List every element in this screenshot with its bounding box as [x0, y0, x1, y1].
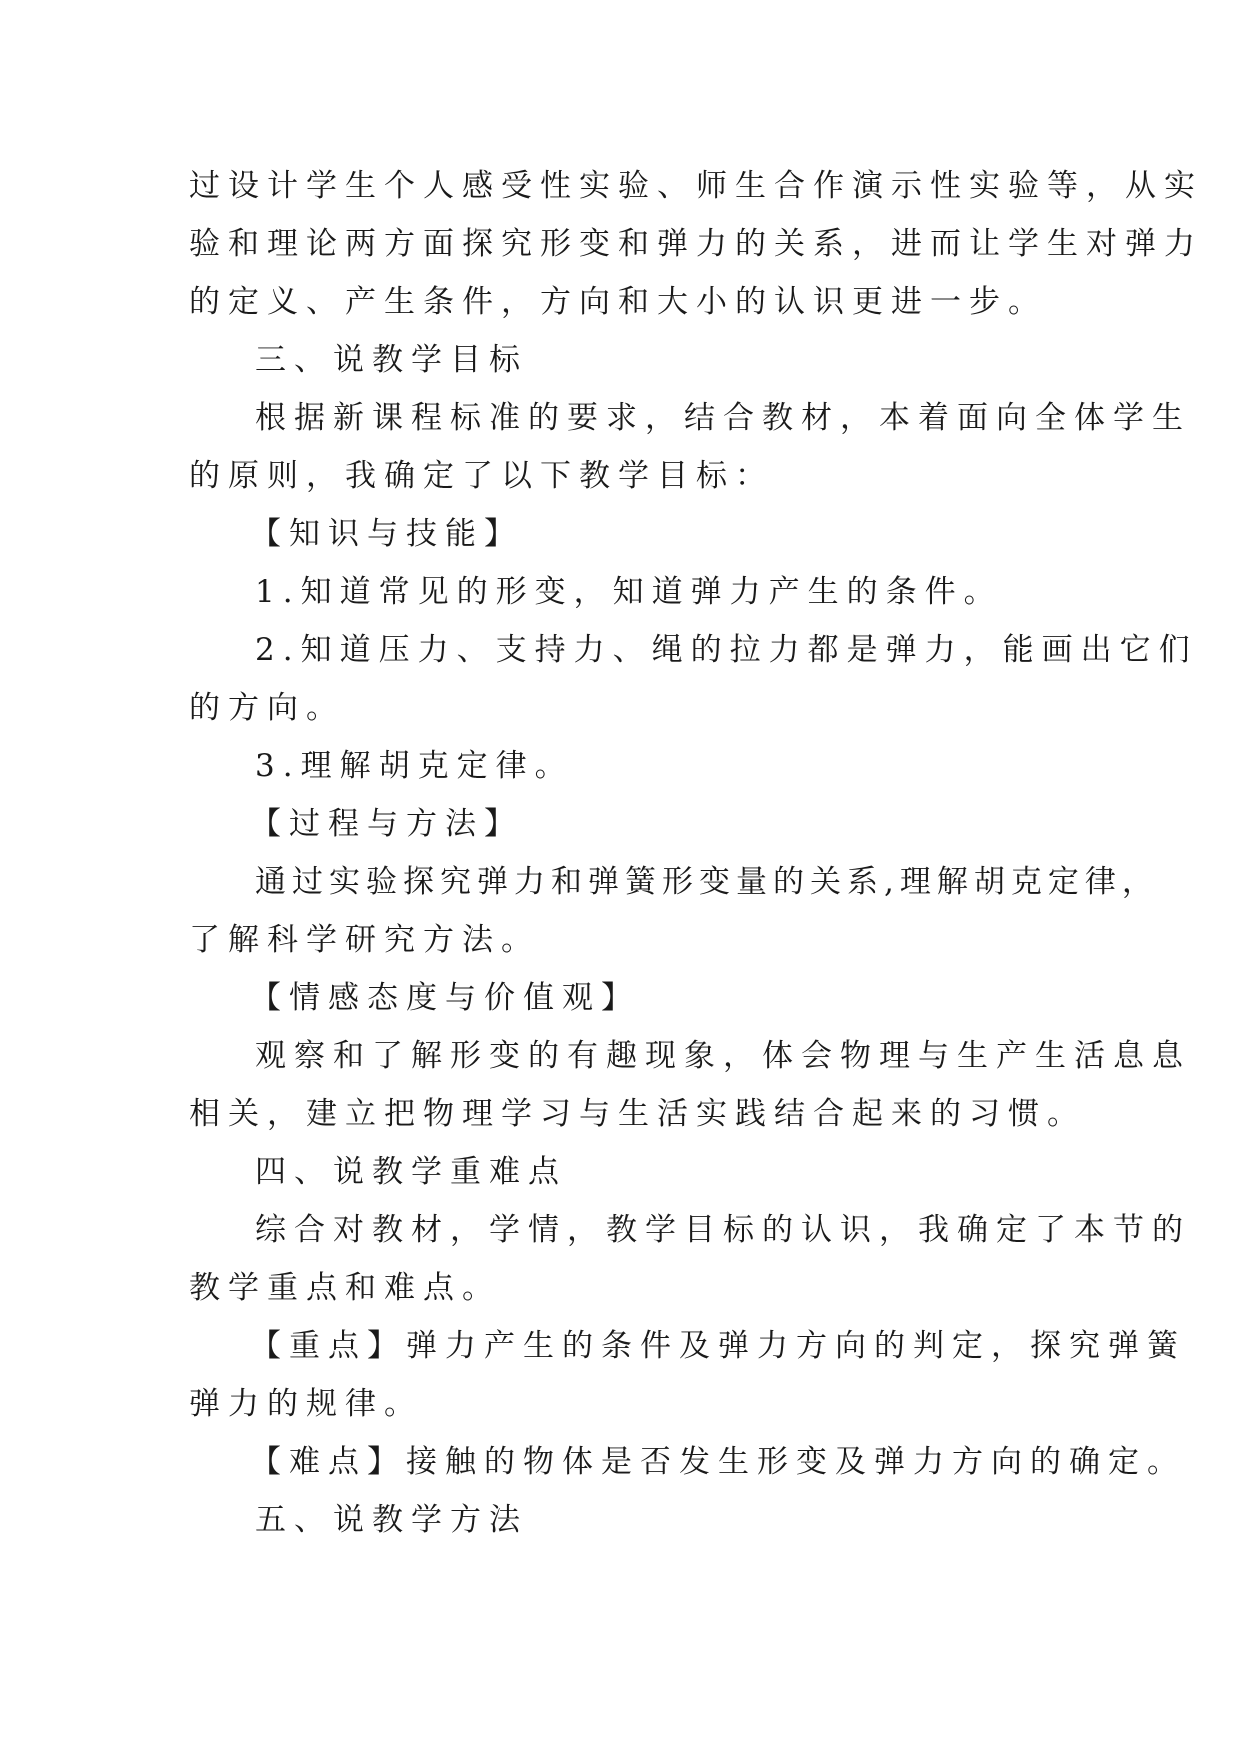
- paragraph-line-6: 的原则，我确定了以下教学目标：: [189, 458, 774, 494]
- section-heading-key-difficult-points: 四、说教学重难点: [255, 1154, 567, 1190]
- list-item-2-continued: 的方向。: [189, 690, 345, 726]
- key-point-line: 【重点】弹力产生的条件及弹力方向的判定，探究弹簧: [250, 1328, 1186, 1364]
- paragraph-line-17: 相关，建立把物理学习与生活实践结合起来的习惯。: [189, 1096, 1086, 1132]
- key-point-continued: 弹力的规律。: [189, 1386, 423, 1422]
- paragraph-line-19: 综合对教材，学情，教学目标的认识，我确定了本节的: [255, 1212, 1191, 1248]
- difficult-point-line: 【难点】接触的物体是否发生形变及弹力方向的确定。: [250, 1444, 1186, 1480]
- paragraph-line-5: 根据新课程标准的要求，结合教材，本着面向全体学生: [255, 400, 1191, 436]
- paragraph-line-20: 教学重点和难点。: [189, 1270, 501, 1306]
- subheading-process-methods: 【过程与方法】: [250, 806, 523, 842]
- subheading-emotion-values: 【情感态度与价值观】: [250, 980, 640, 1016]
- subheading-knowledge-skills: 【知识与技能】: [250, 516, 523, 552]
- list-item-3: 3.理解胡克定律。: [255, 748, 574, 784]
- paragraph-line-14: 了解科学研究方法。: [189, 922, 540, 958]
- section-heading-teaching-goals: 三、说教学目标: [255, 342, 528, 378]
- paragraph-line-3: 的定义、产生条件，方向和大小的认识更进一步。: [189, 284, 1047, 320]
- paragraph-line-2: 验和理论两方面探究形变和弹力的关系，进而让学生对弹力: [189, 226, 1203, 262]
- paragraph-line-13: 通过实验探究弹力和弹簧形变量的关系,理解胡克定律，: [255, 864, 1159, 900]
- list-item-1: 1.知道常见的形变，知道弹力产生的条件。: [255, 574, 1003, 610]
- paragraph-line-1: 过设计学生个人感受性实验、师生合作演示性实验等，从实: [189, 168, 1203, 204]
- section-heading-teaching-methods: 五、说教学方法: [255, 1502, 528, 1538]
- paragraph-line-16: 观察和了解形变的有趣现象，体会物理与生产生活息息: [255, 1038, 1191, 1074]
- list-item-2: 2.知道压力、支持力、绳的拉力都是弹力，能画出它们: [255, 632, 1198, 668]
